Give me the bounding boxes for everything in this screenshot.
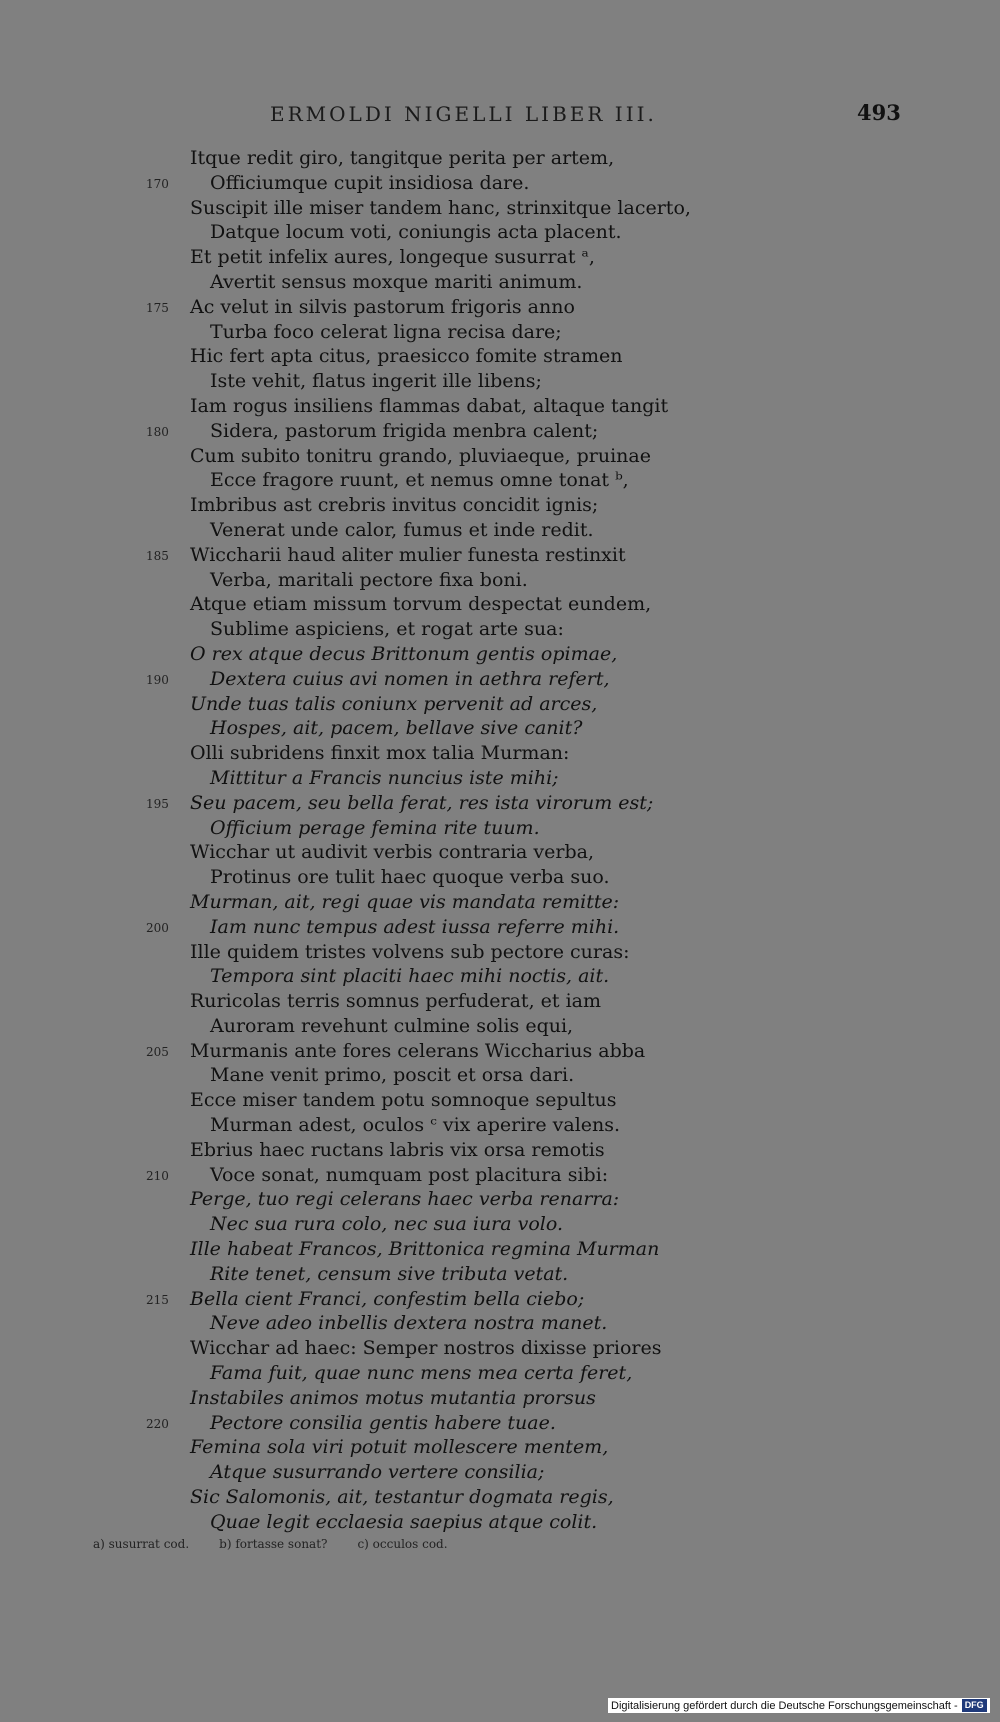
footnote: b) fortasse sonat? [219, 1537, 328, 1551]
verse-text: Ruricolas terris somnus perfuderat, et iam [190, 990, 601, 1013]
verse-text: Cum subito tonitru grando, pluviaeque, pruinae [190, 444, 651, 467]
verse-line [0, 196, 1000, 221]
verse-text: Iam rogus insiliens flammas dabat, altaque tangit [190, 394, 669, 417]
verse-line [0, 146, 1000, 171]
verse-text: Olli subridens finxit mox talia Murman: [190, 742, 570, 765]
verse-line [0, 716, 1000, 741]
verse-line [0, 1088, 1000, 1113]
line-number: 185 [146, 548, 169, 563]
footnotes [93, 1537, 478, 1551]
verse-text: Mittitur a Francis nuncius iste mihi; [210, 766, 559, 789]
verse-line [0, 890, 1000, 915]
verse-text: Ille habeat Francos, Brittonica regmina Murman [190, 1238, 660, 1261]
verse-line [0, 1336, 1000, 1361]
verse-line [0, 617, 1000, 642]
verse-text: Officium perage femina rite tuum. [210, 816, 540, 839]
verse-line [0, 964, 1000, 989]
verse-line [0, 1212, 1000, 1237]
verse-text: Atque etiam missum torvum despectat eundem, [190, 593, 652, 616]
verse-line [0, 692, 1000, 717]
verse-line [0, 1113, 1000, 1138]
verse-line [0, 667, 1000, 692]
verse-line [0, 543, 1000, 568]
verse-text: Avertit sensus moxque mariti animum. [210, 270, 583, 293]
verse-line [0, 220, 1000, 245]
verse-text: Hospes, ait, pacem, bellave sive canit? [210, 717, 583, 740]
verse-text: Officiumque cupit insidiosa dare. [210, 171, 530, 194]
verse-line [0, 369, 1000, 394]
verse-line [0, 1510, 1000, 1535]
verse-text: Nec sua rura colo, nec sua iura volo. [210, 1213, 564, 1236]
verse-line [0, 394, 1000, 419]
page-header [0, 102, 1000, 132]
verse-text: Murman adest, oculos ᶜ vix aperire valens. [210, 1114, 621, 1137]
verse-line [0, 1163, 1000, 1188]
verse-line [0, 1411, 1000, 1436]
verse-text: Atque susurrando vertere consilia; [210, 1461, 545, 1484]
verse-text: Seu pacem, seu bella ferat, res ista virorum est; [190, 791, 654, 814]
verse-line [0, 1361, 1000, 1386]
verse-line [0, 1187, 1000, 1212]
verse-line [0, 741, 1000, 766]
line-number: 190 [146, 672, 169, 687]
verse-text: Unde tuas talis coniunx pervenit ad arces, [190, 692, 598, 715]
line-number: 210 [146, 1168, 169, 1183]
verse-line [0, 419, 1000, 444]
verse-line [0, 1435, 1000, 1460]
verse-text: Protinus ore tulit haec quoque verba suo. [210, 866, 610, 889]
verse-line [0, 171, 1000, 196]
page-number: 493 [857, 100, 901, 125]
verse-text: Murmanis ante fores celerans Wiccharius abba [190, 1039, 646, 1062]
dfg-logo-icon: DFG [962, 1699, 987, 1712]
verse-text: Ille quidem tristes volvens sub pectore curas: [190, 940, 630, 963]
verse-text: Itque redit giro, tangitque perita per artem, [190, 147, 615, 169]
verse-text: Femina sola viri potuit mollescere mentem, [190, 1436, 609, 1459]
verse-line [0, 493, 1000, 518]
verse-line [0, 791, 1000, 816]
verse-text: Imbribus ast crebris invitus concidit ignis; [190, 494, 599, 517]
verse-text: Wiccharii haud aliter mulier funesta restinxit [190, 543, 626, 566]
verse-line [0, 940, 1000, 965]
verse-text: Iam nunc tempus adest iussa referre mihi. [210, 915, 620, 938]
credit-text: Digitalisierung gefördert durch die Deutsche Forschungsgemeinschaft - [611, 1699, 958, 1712]
verse-text: Murman, ait, regi quae vis mandata remitte: [190, 890, 620, 913]
verse-text: Iste vehit, flatus ingerit ille libens; [210, 370, 542, 393]
verse-text: Hic fert apta citus, praesicco fomite stramen [190, 345, 623, 368]
verse-line [0, 915, 1000, 940]
verse-line [0, 1485, 1000, 1510]
verse-line [0, 1138, 1000, 1163]
footnote: c) occulos cod. [357, 1537, 448, 1551]
funding-credit [608, 1698, 990, 1713]
line-number: 200 [146, 920, 169, 935]
verse-text: Verba, maritali pectore fixa boni. [210, 568, 528, 591]
verse-line [0, 320, 1000, 345]
line-number: 215 [146, 1292, 169, 1307]
verse-text: Fama fuit, quae nunc mens mea certa feret, [210, 1362, 633, 1385]
verse-text: Bella cient Franci, confestim bella ciebo; [190, 1287, 585, 1310]
verse-line [0, 642, 1000, 667]
verse-line [0, 344, 1000, 369]
line-number: 180 [146, 424, 169, 439]
verse-line [0, 1262, 1000, 1287]
verse-line [0, 816, 1000, 841]
verse-text: Ecce fragore ruunt, et nemus omne tonat ᵇ, [210, 469, 629, 492]
verse-text: Quae legit ecclaesia saepius atque colit. [210, 1510, 598, 1533]
verse-text: Venerat unde calor, fumus et inde redit. [210, 518, 594, 541]
verse-line [0, 1039, 1000, 1064]
verse-line [0, 989, 1000, 1014]
verse-text: Wicchar ad haec: Semper nostros dixisse priores [190, 1337, 662, 1360]
verse-line [0, 1014, 1000, 1039]
line-number: 175 [146, 300, 169, 315]
verse-text: Perge, tuo regi celerans haec verba renarra: [190, 1188, 620, 1211]
line-number: 205 [146, 1044, 169, 1059]
verse-text: Dextera cuius avi nomen in aethra refert, [210, 667, 610, 690]
line-number: 170 [146, 176, 169, 191]
verse-line [0, 1311, 1000, 1336]
verse-text: Turba foco celerat ligna recisa dare; [210, 320, 562, 343]
verse-text: Neve adeo inbellis dextera nostra manet. [210, 1312, 608, 1335]
verse-line [0, 1287, 1000, 1312]
line-number: 220 [146, 1416, 169, 1431]
verse-line [0, 245, 1000, 270]
line-number: 195 [146, 796, 169, 811]
verse-text: Sic Salomonis, ait, testantur dogmata regis, [190, 1486, 614, 1509]
verse-line [0, 1386, 1000, 1411]
verse-text: Rite tenet, censum sive tributa vetat. [210, 1262, 569, 1285]
verse-text: Mane venit primo, poscit et orsa dari. [210, 1064, 575, 1087]
verse-line [0, 568, 1000, 593]
footnote: a) susurrat cod. [93, 1537, 190, 1551]
verse-line [0, 444, 1000, 469]
verse-text: Tempora sint placiti haec mihi noctis, ait. [210, 965, 610, 988]
verse-text: Sublime aspiciens, et rogat arte sua: [210, 618, 564, 641]
verse-text: Auroram revehunt culmine solis equi, [210, 1014, 574, 1037]
verse-text: Voce sonat, numquam post placitura sibi: [210, 1163, 609, 1186]
verse-line [0, 1460, 1000, 1485]
verse-line [0, 865, 1000, 890]
verse-text: Et petit infelix aures, longeque susurrat ᵃ, [190, 246, 595, 269]
verse-text: Suscipit ille miser tandem hanc, strinxitque lacerto, [190, 196, 691, 219]
verse-text: Datque locum voti, coniungis acta placent. [210, 221, 622, 244]
verse-line [0, 270, 1000, 295]
verse-text: Ac velut in silvis pastorum frigoris anno [190, 295, 575, 318]
running-head: ERMOLDI NIGELLI LIBER III. [270, 102, 657, 126]
verse-text: Ebrius haec ructans labris vix orsa remotis [190, 1138, 605, 1161]
verse-text: Wicchar ut audivit verbis contraria verba, [190, 841, 595, 864]
verse-line [0, 1063, 1000, 1088]
verse-line [0, 592, 1000, 617]
verse-block [0, 146, 1000, 1535]
verse-line [0, 295, 1000, 320]
verse-text: O rex atque decus Brittonum gentis opimae, [190, 642, 618, 665]
verse-text: Pectore consilia gentis habere tuae. [210, 1411, 556, 1434]
verse-line [0, 766, 1000, 791]
verse-line [0, 518, 1000, 543]
verse-line [0, 1237, 1000, 1262]
verse-line [0, 840, 1000, 865]
verse-text: Instabiles animos motus mutantia prorsus [190, 1386, 596, 1409]
verse-text: Ecce miser tandem potu somnoque sepultus [190, 1089, 617, 1112]
verse-text: Sidera, pastorum frigida menbra calent; [210, 419, 599, 442]
verse-line [0, 468, 1000, 493]
